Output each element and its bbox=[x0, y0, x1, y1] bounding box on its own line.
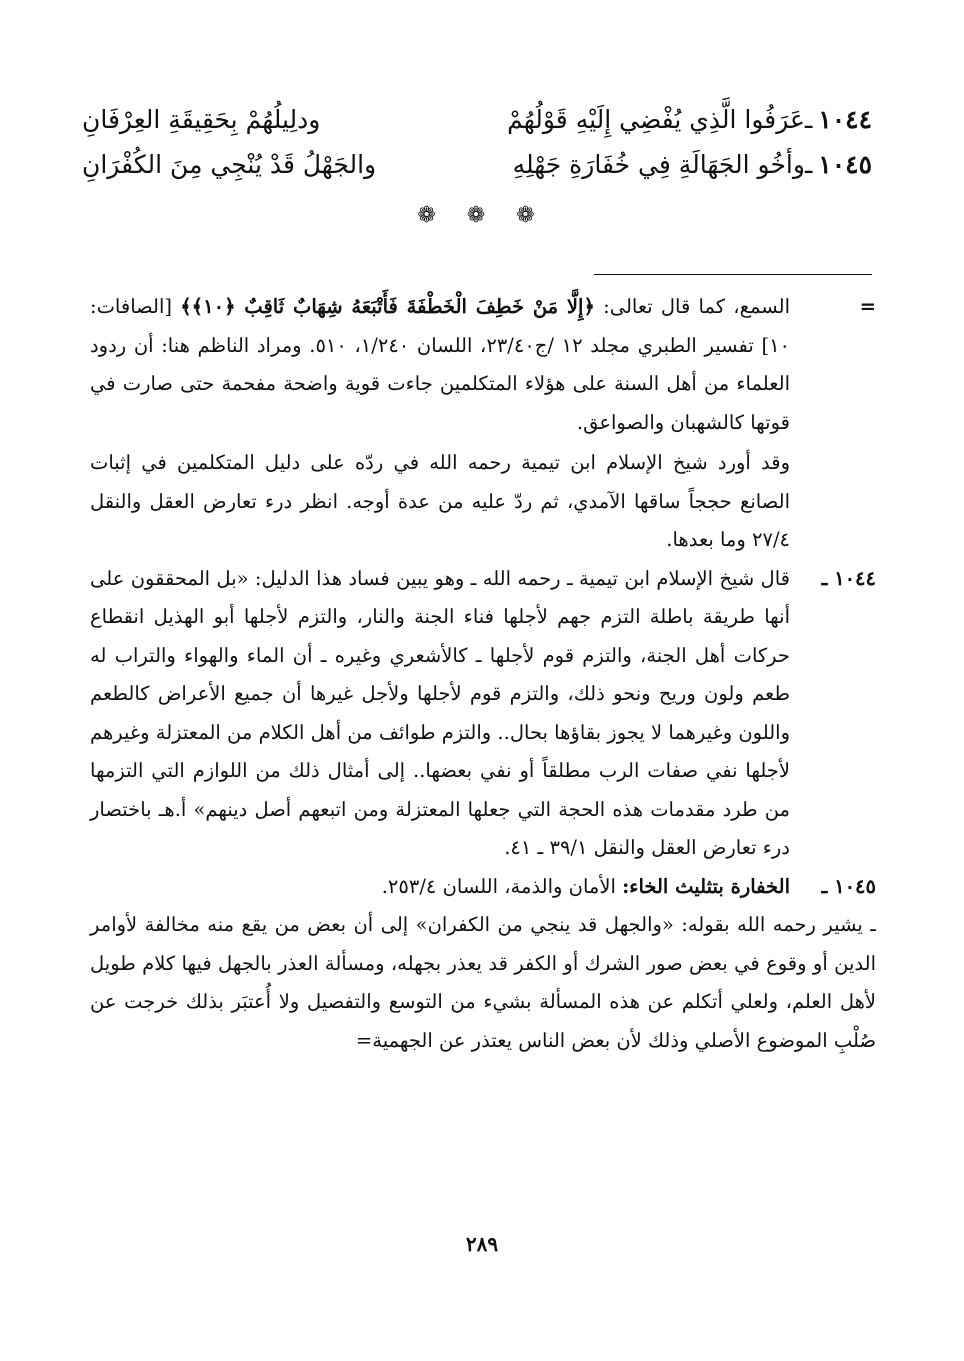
footnote-marker: ١٠٤٤ ـ bbox=[821, 566, 876, 590]
section-separator: ❁ ❁ ❁ bbox=[417, 203, 547, 228]
quran-verse: ﴿إِلَّا مَنْ خَطِفَ الْخَطْفَةَ فَأَتْبَعَهُ شِهَابٌ ثَاقِبٌ ﴿١٠﴾﴾ bbox=[180, 295, 595, 318]
footnotes bbox=[90, 288, 876, 1060]
footnote-paragraph: ـ يشير رحمه الله بقوله: «والجهل قد ينجي من الكفران» إلى أن بعض من يقع منه مخالفة لأوامر الدين أو وقوع في بعض صور الشرك أو الكفر قد يعذر بجهله، ومسألة العذر بالجهل فيها كلام طويل لأهل العلم، ولعلي أتكلم عن هذه المسألة بشيء من التوسع والتفصيل ولا أُعتبَر بذلك خرجت عن صُلْبِ الموضوع الأصلي وذلك لأن بعض الناس يعتذر عن الجهمية= bbox=[90, 913, 876, 1052]
verse-second-hemistich: ودلِيلُهُمْ بِحَقِيقَةِ العِرْفَانِ bbox=[82, 105, 321, 134]
footnote-1045-continued bbox=[90, 906, 876, 1060]
page-number: ٢٨٩ bbox=[465, 1232, 499, 1256]
footnote-paragraph bbox=[90, 288, 790, 442]
footnote-continuation bbox=[90, 288, 876, 560]
footnote-paragraph: قال شيخ الإسلام ابن تيمية ـ رحمه الله ـ وهو يبين فساد هذا الدليل: «بل المحققون على أنها طريقة باطلة التزم جهم لأجلها فناء الجنة والنار، والتزم لأجلها أبو الهذيل انقطاع حركات أهل الجنة، والتزم قوم لأجلها ـ كالأشعري وغيره ـ أن الماء والهواء والتراب له طعم ولون وريح ونحو ذلك، والتزم قوم لأجلها ولأجل غيرها أن جميع الأعراض كالطعم واللون وغيرهما لا يجوز بقاؤها بحال.. والتزم طوائف من أهل الكلام من المعتزلة وغيرهم لأجلها نفي صفات الرب مطلقاً أو نفي بعضها.. إلى أمثال ذلك من اللوازم التي التزمها من طرد مقدمات هذه الحجة التي جعلها المعتزلة ومن اتبعهم أصل دينهم» أ.هـ باختصار درء تعارض العقل والنقل ٣٩/١ ـ ٤١. bbox=[90, 566, 790, 859]
footnote-text: الأمان والذمة، اللسان ٢٥٣/٤. bbox=[381, 874, 623, 898]
verse-dash: ـ bbox=[804, 150, 813, 179]
footnote-paragraph: وقد أورد شيخ الإسلام ابن تيمية رحمه الله في ردّه على دليل المتكلمين في إثبات الصانع حججاً ساقها الآمدي، ثم ردّ عليه من عدة أوجه. انظر درء تعارض العقل والنقل ٢٧/٤ وما بعدها. bbox=[90, 451, 790, 551]
footnote-rule bbox=[594, 274, 872, 275]
continuation-marker: = bbox=[859, 295, 876, 318]
footnote-text: السمع، كما قال تعالى: bbox=[594, 295, 790, 318]
footnote-1044 bbox=[90, 560, 876, 868]
footnote-marker: ١٠٤٥ ـ bbox=[821, 874, 876, 898]
verse-number: ١٠٤٥ bbox=[818, 150, 872, 179]
poem-verse bbox=[82, 105, 872, 147]
verse-number: ١٠٤٤ bbox=[818, 105, 872, 134]
verse-first-hemistich: وأخُو الجَهَالَةِ فِي خُفَارَةِ جَهْلِهِ bbox=[512, 150, 805, 179]
footnote-1045 bbox=[90, 868, 876, 907]
footnote-lead: الخفارة بتثليث الخاء: bbox=[622, 874, 790, 898]
verse-dash: ـ bbox=[804, 105, 813, 134]
poem-verse bbox=[82, 150, 872, 192]
footnote-paragraph bbox=[90, 868, 790, 907]
footnote-text: [الصافات: ١٠] تفسير الطبري مجلد ١٢ /ج٢٣/٤٠، اللسان ١/٢٤٠، ٥١٠. ومراد الناظم هنا: أن ردود العلماء من أهل السنة على هؤلاء المتكلمين جاءت قوية واضحة مفحمة حتى صارت في قوتها كالشهبان والصواعق. bbox=[90, 295, 791, 434]
verse-first-hemistich: عَرَفُوا الَّذِي يُفْضِي إِلَيْهِ قَوْلُهُمْ bbox=[507, 105, 805, 134]
verse-second-hemistich: والجَهْلُ قَدْ يُنْجِي مِنَ الكُفْرَانِ bbox=[82, 150, 377, 179]
